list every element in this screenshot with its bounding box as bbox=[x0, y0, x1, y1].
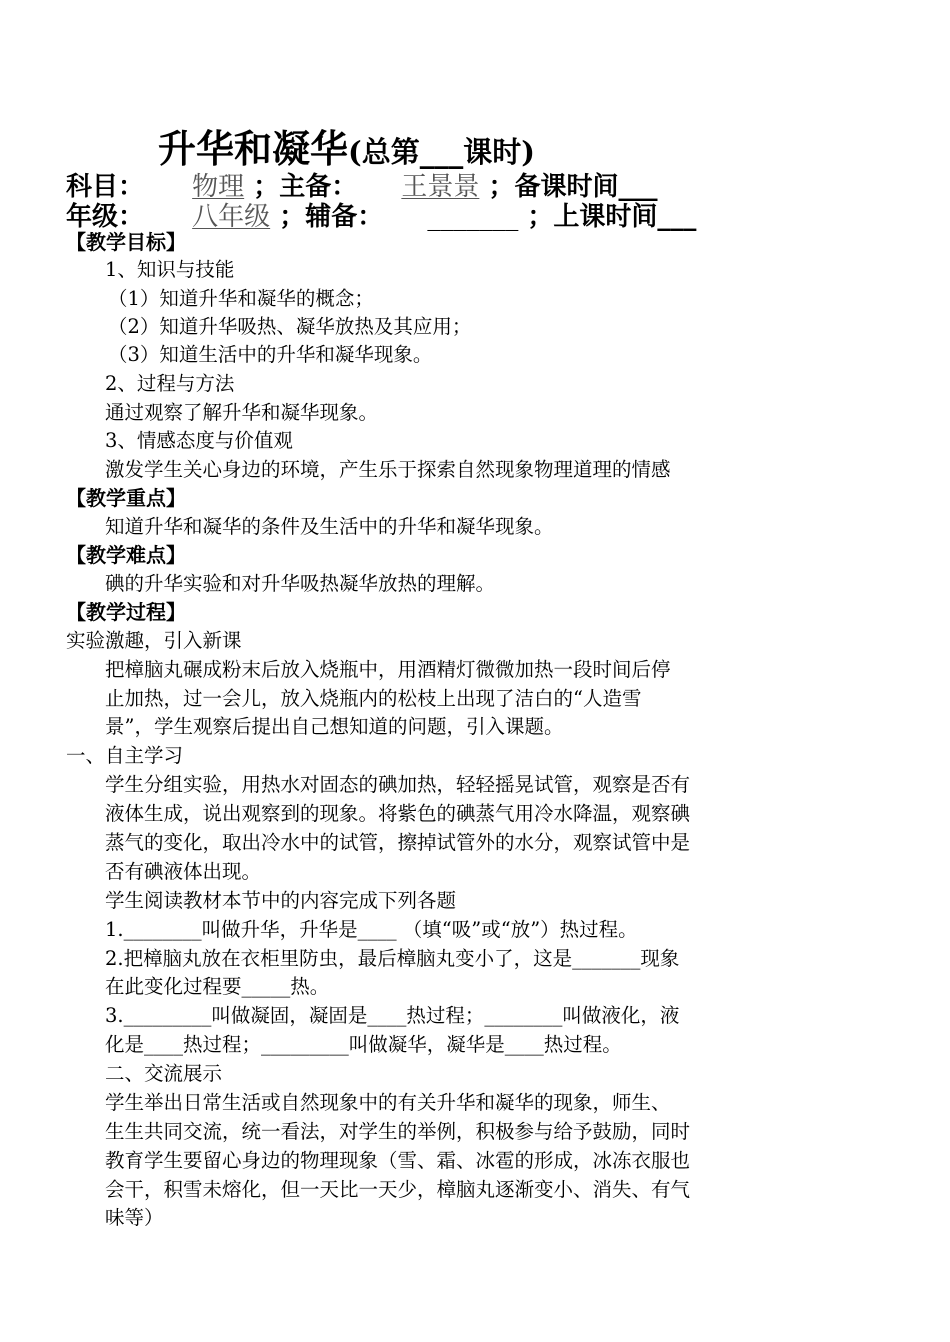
body-line: 液体生成，说出观察到的现象。将紫色的碘蒸气用冷水降温，观察碘 bbox=[105, 802, 691, 825]
prep-time-label: ；备课时间___ bbox=[488, 172, 658, 202]
body-line: 碘的升华实验和对升华吸热凝华放热的理解。 bbox=[105, 572, 496, 595]
body-line: 把樟脑丸碾成粉末后放入烧瓶中，用酒精灯微微加热一段时间后停 bbox=[105, 658, 671, 681]
body-line: 蒸气的变化，取出冷水中的试管，擦掉试管外的水分，观察试管中是 bbox=[105, 831, 691, 854]
question-line: 化是____热过程；_________叫做凝华，凝华是____热过程。 bbox=[105, 1033, 622, 1056]
body-line: 3、情感态度与价值观 bbox=[105, 429, 293, 452]
body-line: 生生共同交流，统一看法，对学生的举例，积极参与给予鼓励，同时 bbox=[105, 1120, 691, 1143]
body-line: 1、知识与技能 bbox=[105, 258, 235, 281]
assist-teacher-value: _______ bbox=[427, 202, 519, 232]
body-line: 景”，学生观察后提出自己想知道的问题，引入课题。 bbox=[105, 715, 564, 738]
lead-label: ；主备： bbox=[253, 172, 358, 202]
page-title bbox=[158, 118, 535, 173]
subsection-heading: 一、自主学习 bbox=[66, 744, 184, 767]
body-line: （2）知道升华吸热、凝华放热及其应用； bbox=[108, 315, 472, 338]
lead-teacher-value: 王景景 bbox=[401, 172, 480, 202]
assist-label: ；辅备： bbox=[279, 202, 384, 232]
question-line: 2.把樟脑丸放在衣柜里防虫，最后樟脑丸变小了，这是_______现象 bbox=[105, 947, 680, 970]
body-line: 通过观察了解升华和凝华现象。 bbox=[105, 401, 379, 424]
question-line: 3._________叫做凝固，凝固是____热过程；________叫做液化，液 bbox=[105, 1004, 680, 1027]
body-line: 2、过程与方法 bbox=[105, 372, 235, 395]
question-line: 1.________叫做升华，升华是____ （填“吸”或“放”）热过程。 bbox=[105, 918, 638, 941]
body-line: 知道升华和凝华的条件及生活中的升华和凝华现象。 bbox=[105, 515, 554, 538]
body-line: 味等） bbox=[105, 1206, 164, 1229]
body-line: 学生分组实验，用热水对固态的碘加热，轻轻摇晃试管，观察是否有 bbox=[105, 773, 691, 796]
body-line: （3）知道生活中的升华和凝华现象。 bbox=[108, 343, 433, 366]
body-line: 否有碘液体出现。 bbox=[105, 860, 262, 883]
question-line: 在此变化过程要_____热。 bbox=[105, 975, 330, 998]
body-line: 学生举出日常生活或自然现象中的有关升华和凝华的现象，师生、 bbox=[105, 1091, 671, 1114]
body-line: 止加热，过一会儿，放入烧瓶内的松枝上出现了洁白的“人造雪 bbox=[105, 687, 642, 710]
body-line: （1）知道升华和凝华的概念； bbox=[108, 287, 374, 310]
body-line: 教育学生要留心身边的物理现象（雪、霜、冰雹的形成，冰冻衣服也 bbox=[105, 1149, 691, 1172]
title-main: 升华和凝华 bbox=[158, 126, 349, 171]
section-heading-difficulties: 【教学难点】 bbox=[66, 543, 186, 567]
class-time-label: ；上课时间___ bbox=[527, 202, 697, 232]
subject-value: 物理 bbox=[192, 172, 245, 202]
body-line: 实验激趣，引入新课 bbox=[66, 629, 242, 652]
body-line: 激发学生关心身边的环境，产生乐于探索自然现象物理道理的情感 bbox=[105, 458, 671, 481]
section-heading-process: 【教学过程】 bbox=[66, 600, 186, 624]
section-heading-objectives: 【教学目标】 bbox=[66, 230, 186, 254]
subsection-heading: 二、交流展示 bbox=[105, 1062, 223, 1085]
body-line: 学生阅读教材本节中的内容完成下列各题 bbox=[105, 889, 457, 912]
section-heading-key-points: 【教学重点】 bbox=[66, 486, 186, 510]
title-suffix: (总第___课时) bbox=[348, 135, 535, 169]
body-line: 会干，积雪未熔化，但一天比一天少，樟脑丸逐渐变小、消失、有气 bbox=[105, 1178, 691, 1201]
grade-value: 八年级 bbox=[192, 202, 271, 232]
grade-label: 年级： bbox=[66, 202, 145, 232]
subject-label: 科目： bbox=[66, 172, 145, 202]
